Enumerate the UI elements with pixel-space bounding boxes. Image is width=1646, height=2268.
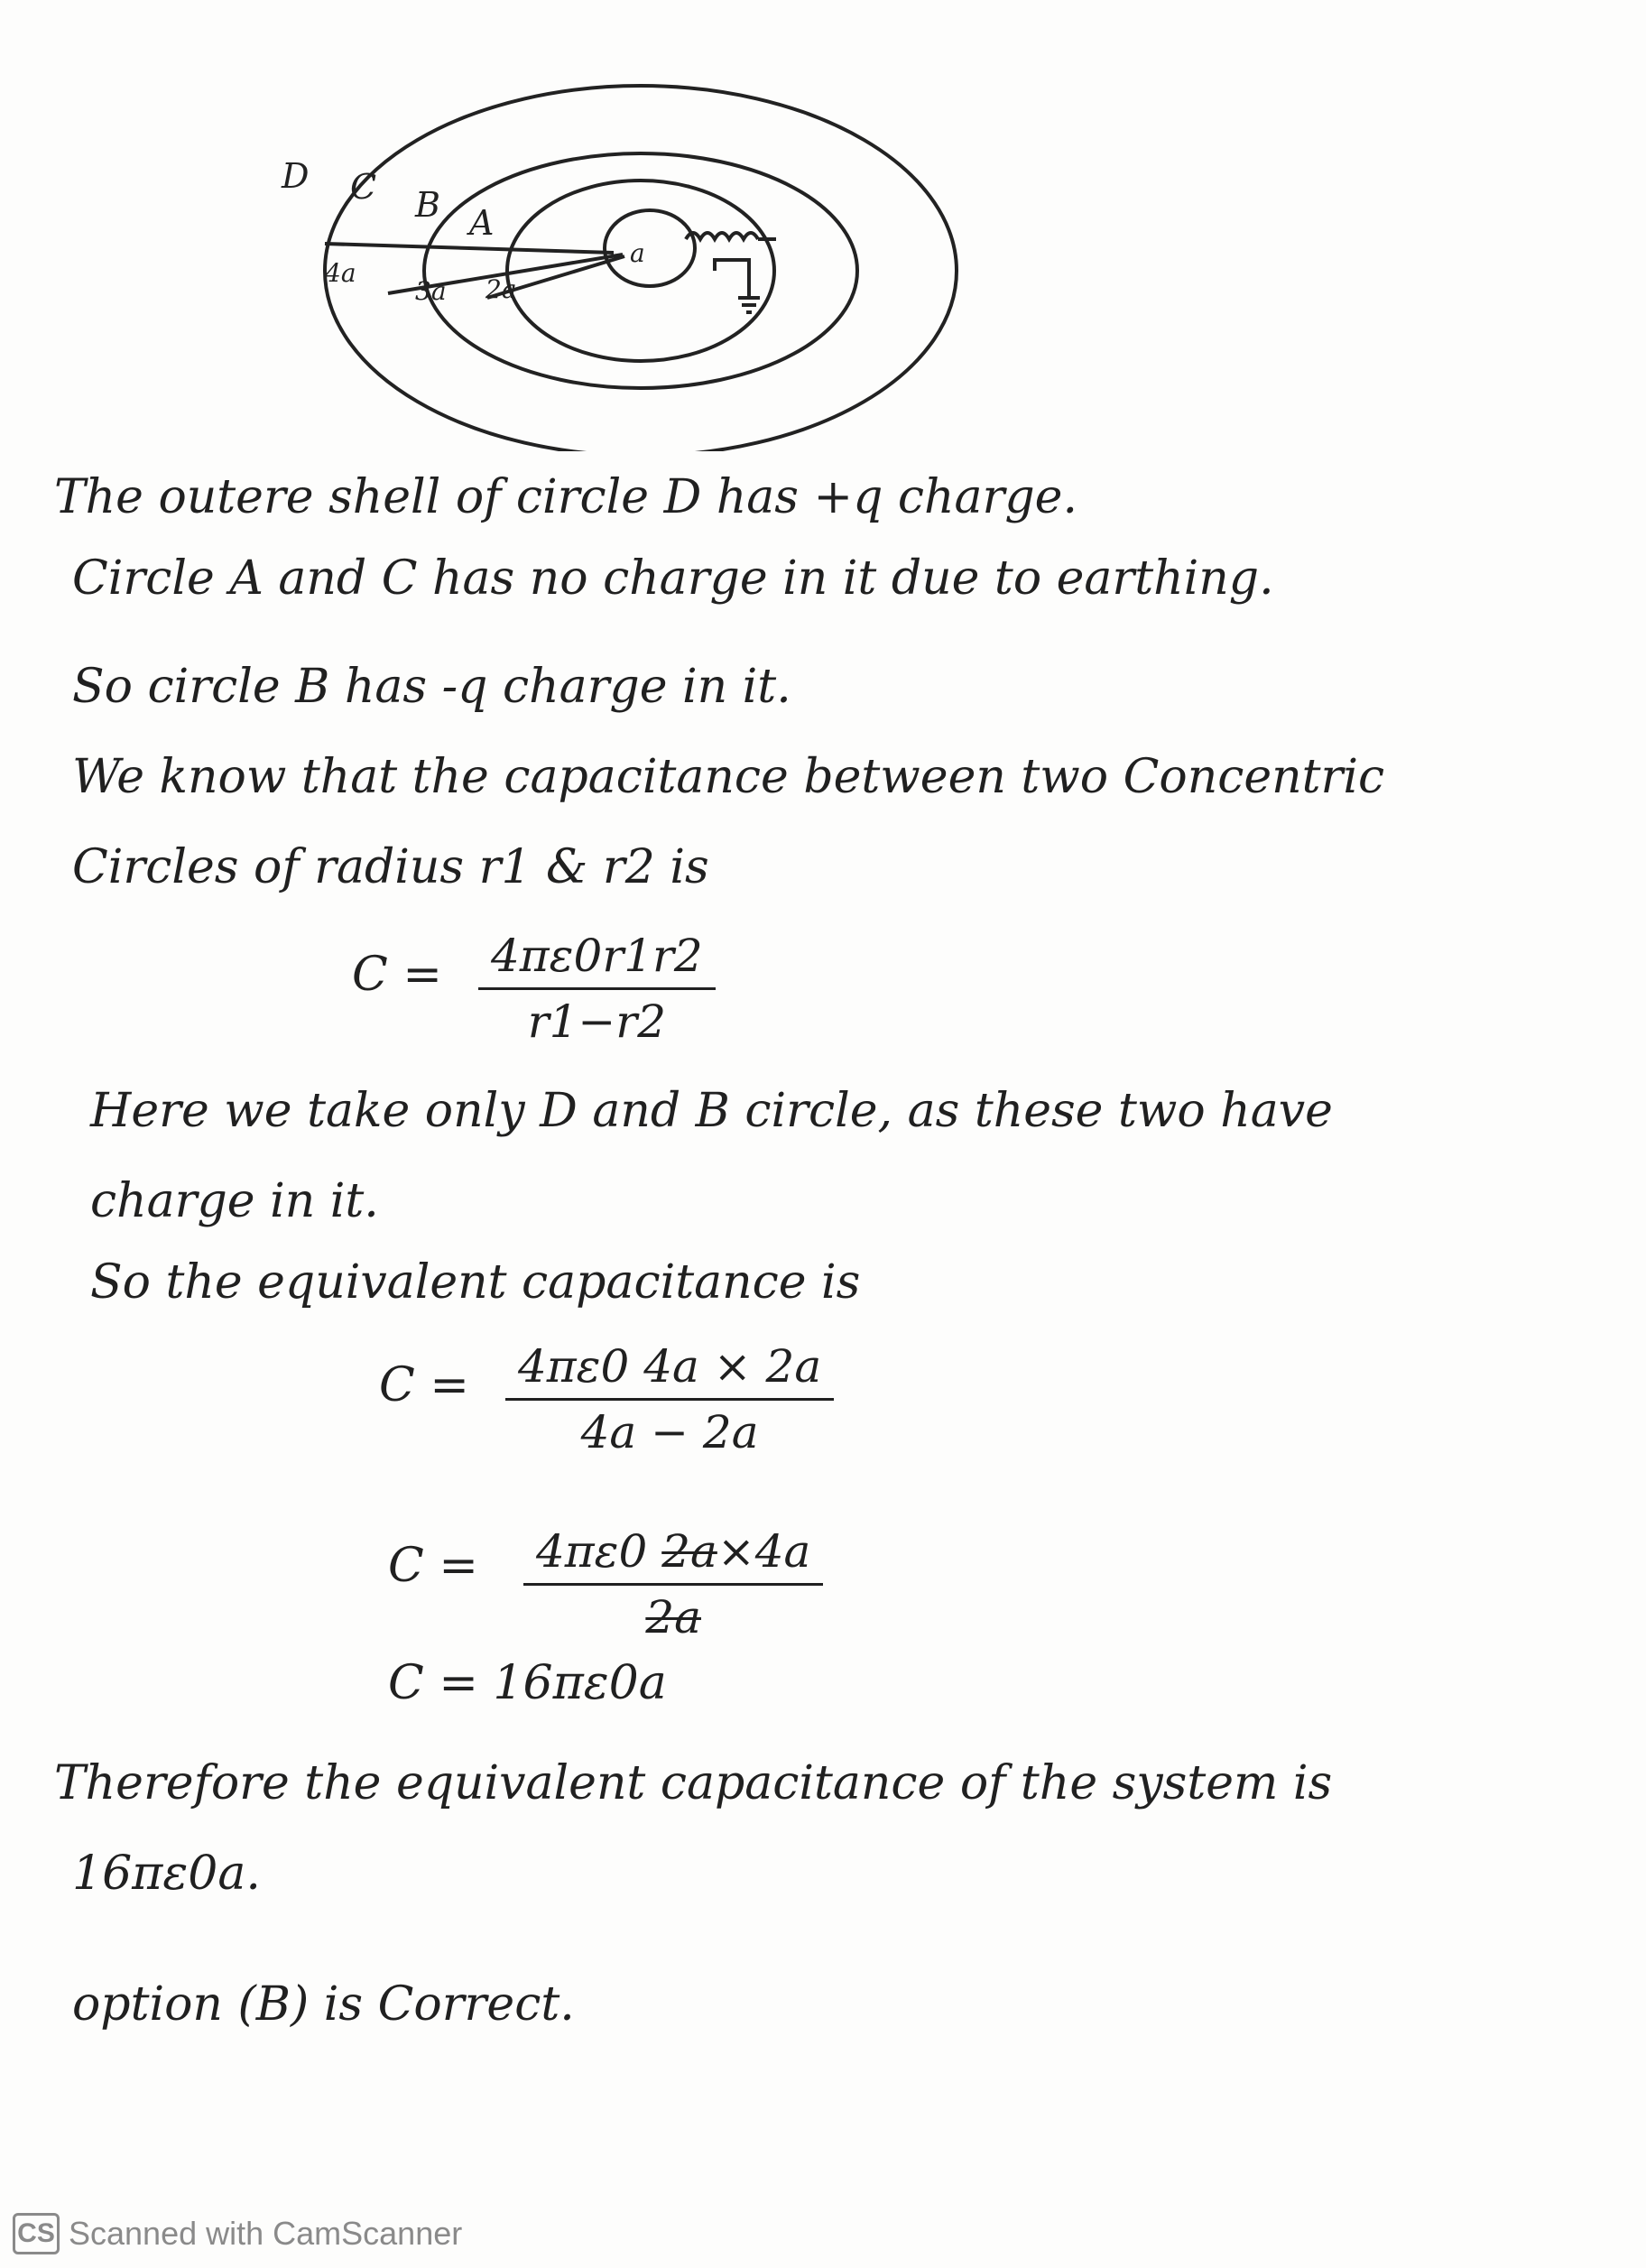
camscanner-footer (13, 2213, 462, 2254)
radius-3a: 3a (415, 276, 447, 306)
line-therefore: Therefore the equivalent capacitance of the system is (54, 1756, 1333, 1810)
eq-step2-fraction (523, 1525, 823, 1643)
label-d: D (282, 156, 310, 196)
radius-4a: 4a (325, 258, 356, 288)
line-final-value: 16πε0a. (72, 1847, 261, 1901)
eq-general-fraction (478, 930, 716, 1048)
eq-general-denominator: r1−r2 (527, 995, 667, 1048)
line-outer-shell: The outere shell of circle D has +q charge. (54, 470, 1077, 524)
eq-step2-numerator (523, 1525, 823, 1586)
circle-b (507, 181, 774, 361)
circle-c (424, 153, 857, 388)
camscanner-logo-icon: CS (13, 2213, 60, 2254)
eq-step1-fraction (505, 1340, 834, 1458)
eq-step2-lhs: C = (388, 1539, 478, 1593)
line-here-we-take: Here we take only D and B circle, as these two have (90, 1084, 1333, 1138)
eq-step1-denominator: 4a − 2a (580, 1406, 759, 1458)
eq-step2-num-pre: 4πε0 (536, 1525, 662, 1578)
label-a: A (469, 203, 495, 243)
eq-step1-numerator: 4πε0 4a × 2a (505, 1340, 834, 1401)
eq-step2-num-struck: 2a (661, 1525, 717, 1578)
circle-a (605, 210, 695, 286)
line-circle-a-c: Circle A and C has no charge in it due to earthing. (72, 551, 1274, 606)
concentric-spheres-diagram (271, 54, 1047, 451)
eq-step2-num-post: ×4a (717, 1525, 811, 1578)
line-circles-radius: Circles of radius r1 & r2 is (72, 840, 709, 894)
radius-2a: 2a (485, 274, 517, 304)
label-c: C (350, 167, 377, 207)
label-b: B (415, 185, 440, 225)
eq-step1-lhs: C = (379, 1358, 469, 1412)
line-we-know: We know that the capacitance between two Concentric (72, 750, 1385, 804)
camscanner-text: Scanned with CamScanner (69, 2215, 463, 2252)
line-charge-in-it: charge in it. (90, 1174, 379, 1228)
line-circle-b: So circle B has -q charge in it. (72, 660, 791, 714)
radius-a: a (630, 238, 645, 268)
concentric-spheres-figure (271, 54, 1047, 451)
eq-general-lhs: C = (352, 948, 442, 1002)
circle-d (325, 86, 957, 451)
eq-result: C = 16πε0a (388, 1656, 667, 1710)
line-so-equivalent: So the equivalent capacitance is (90, 1255, 861, 1310)
line-option-correct: option (B) is Correct. (72, 1977, 575, 2032)
eq-general-numerator: 4πε0r1r2 (478, 930, 716, 990)
eq-step2-denominator: 2a (645, 1591, 701, 1643)
